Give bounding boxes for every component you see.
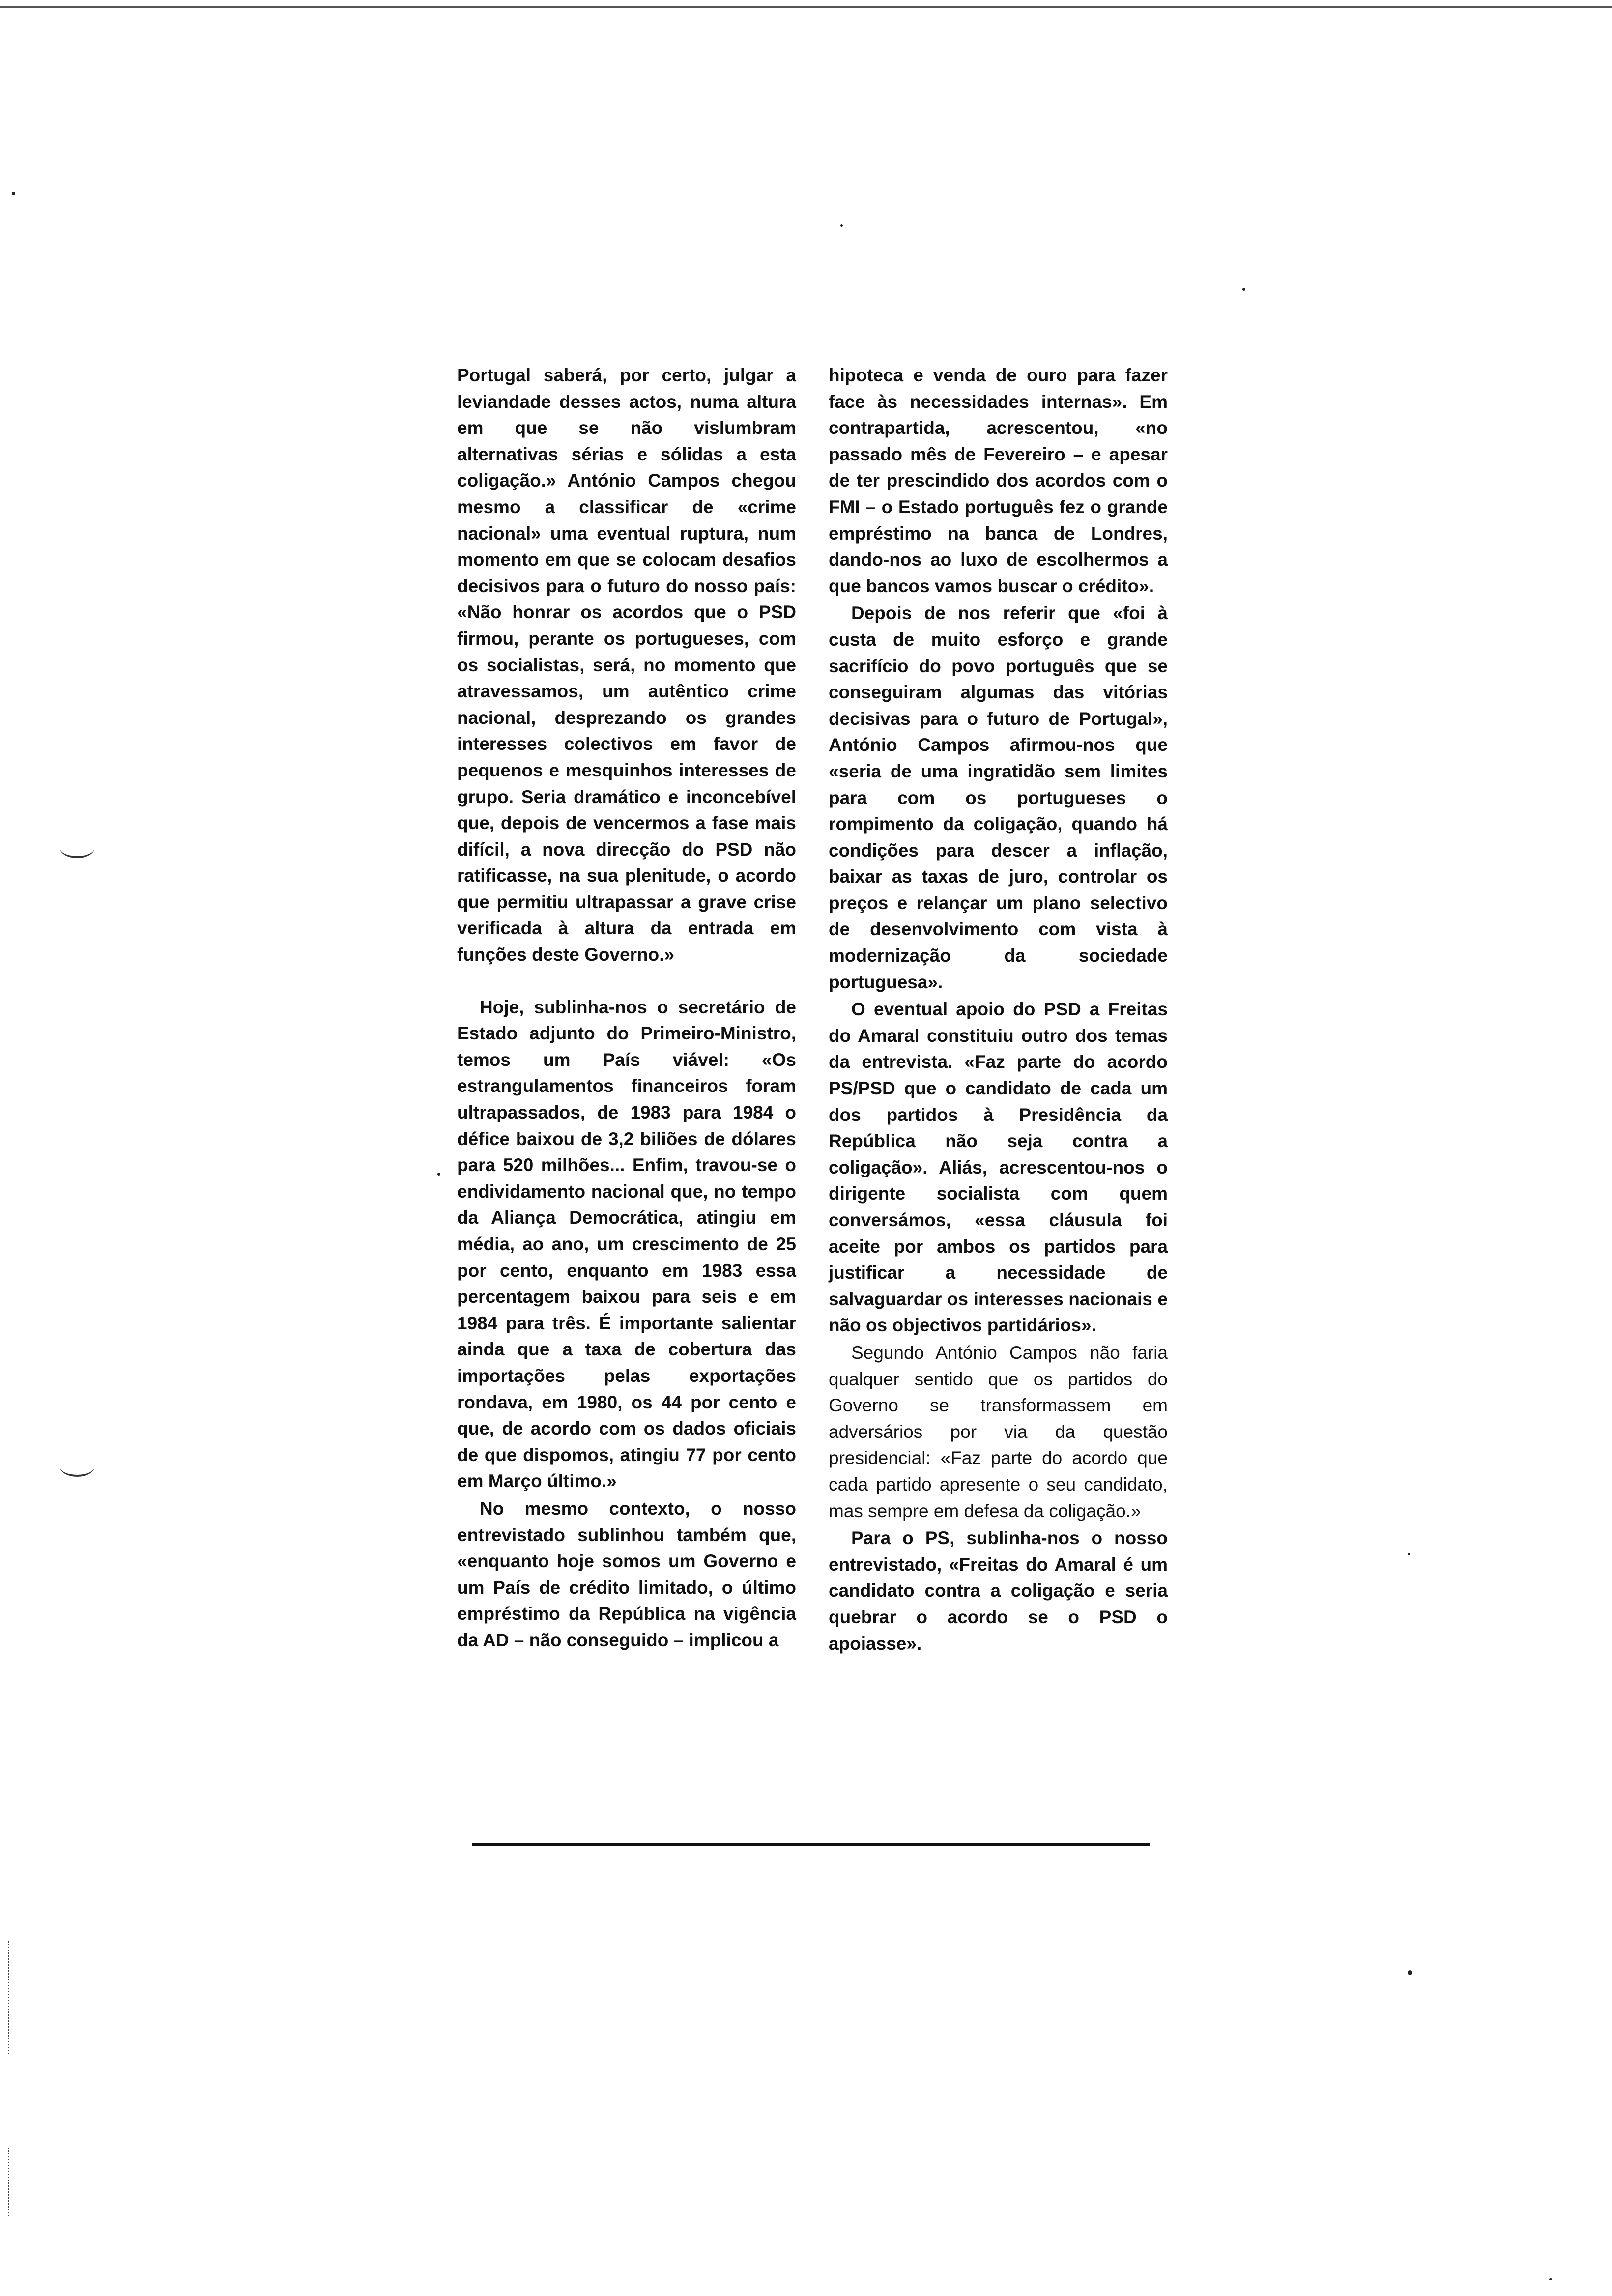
scan-speck [12,192,15,195]
article-paragraph: No mesmo contexto, o nosso entrevistado sublinhou também que, «enquanto hoje somos um Governo e um País de crédito limitado, o último empréstimo da República na vigência da AD – não conseguido – implicou a [457,1498,796,1650]
binder-hole-mark-lower [60,1457,94,1477]
scan-speck [1408,1553,1410,1555]
article-column-left [457,361,796,1654]
scan-speck [1549,2278,1552,2280]
article-paragraph: hipoteca e venda de ouro para fazer face às necessidades internas». Em contrapartida, acrescentou, «no passado mês de Fevereiro – e apesar de ter prescindido dos acordos com o FMI – o Estado português fez o grande empréstimo na banca de Londres, dando-nos ao luxo de escolhermos a que bancos vamos buscar o crédito». [829,365,1168,596]
left-edge-dots [8,1941,11,2054]
binder-hole-mark-upper [60,838,94,858]
scan-speck [840,224,843,227]
scan-speck [1242,288,1245,291]
article-paragraph: Hoje, sublinha-nos o secretário de Estado adjunto do Primeiro-Ministro, temos um País viável: «Os estrangulamentos financeiros foram ultrapassados, de 1983 para 1984 o défice baixou de 3,2 biliões de dólares para 520 milhões... Enfim, travou-se o endividamento nacional que, no tempo da Aliança Democrática, atingiu em média, ao ano, um crescimento de 25 por cento, enquanto em 1983 essa percentagem baixou para seis e em 1984 para três. É importante salientar ainda que a taxa de cobertura das importações pelas exportações rondava, em 1980, os 44 por cento e que, de acordo com os dados oficiais de que dispomos, atingiu 77 por cento em Março último.» [457,997,796,1492]
article-paragraph: O eventual apoio do PSD a Freitas do Amaral constituiu outro dos temas da entrevista. «Faz parte do acordo PS/PSD que o candidato de cada um dos partidos à Presidência da República não seja contra a coligação». Aliás, acrescentou-nos o dirigente socialista com quem conversámos, «essa cláusula foi aceite por ambos os partidos para justificar a necessidade de salvaguardar os interesses nacionais e não os objectivos partidários». [829,999,1168,1336]
article-column-right [829,361,1168,1657]
article-paragraph: Para o PS, sublinha-nos o nosso entrevistado, «Freitas do Amaral é um candidato contra a coligação e seria quebrar o acordo se o PSD o apoiasse». [829,1528,1168,1654]
article-paragraph: Depois de nos referir que «foi à custa de muito esforço e grande sacrifício do povo português que se conseguiram algumas das vitórias decisivas para o futuro de Portugal», António Campos afirmou-nos que «seria de uma ingratidão sem limites para com os portugueses o rompimento da coligação, quando há condições para descer a inflação, baixar as taxas de juro, controlar os preços e relançar um plano selectivo de desenvolvimento com vista à modernização da sociedade portuguesa». [829,603,1168,992]
left-edge-dots-lower [8,2148,11,2216]
article-end-rule [472,1843,1150,1846]
scan-speck [1408,1970,1412,1975]
scan-speck [437,1173,440,1176]
article-paragraph: Segundo António Campos não faria qualquer sentido que os partidos do Governo se transformassem em adversários por via da questão presidencial: «Faz parte do acordo que cada partido apresente o seu candidato, mas sempre em defesa da coligação.» [829,1342,1168,1521]
article-paragraph: Portugal saberá, por certo, julgar a leviandade desses actos, numa altura em que se não vislumbram alternativas sérias e sólidas a esta coligação.» António Campos chegou mesmo a classificar de «crime nacional» uma eventual ruptura, num momento em que se colocam desafios decisivos para o futuro do nosso país: «Não honrar os acordos que o PSD firmou, perante os portugueses, com os socialistas, será, no momento que atravessamos, um autêntico crime nacional, desprezando os grandes interesses colectivos em favor de pequenos e mesquinhos interesses de grupo. Seria dramático e inconcebível que, depois de vencermos a fase mais difícil, a nova direcção do PSD não ratificasse, na sua plenitude, o acordo que permitiu ultrapassar a grave crise verificada à altura da entrada em funções deste Governo.» [457,365,796,965]
top-border-rule [0,6,1612,8]
